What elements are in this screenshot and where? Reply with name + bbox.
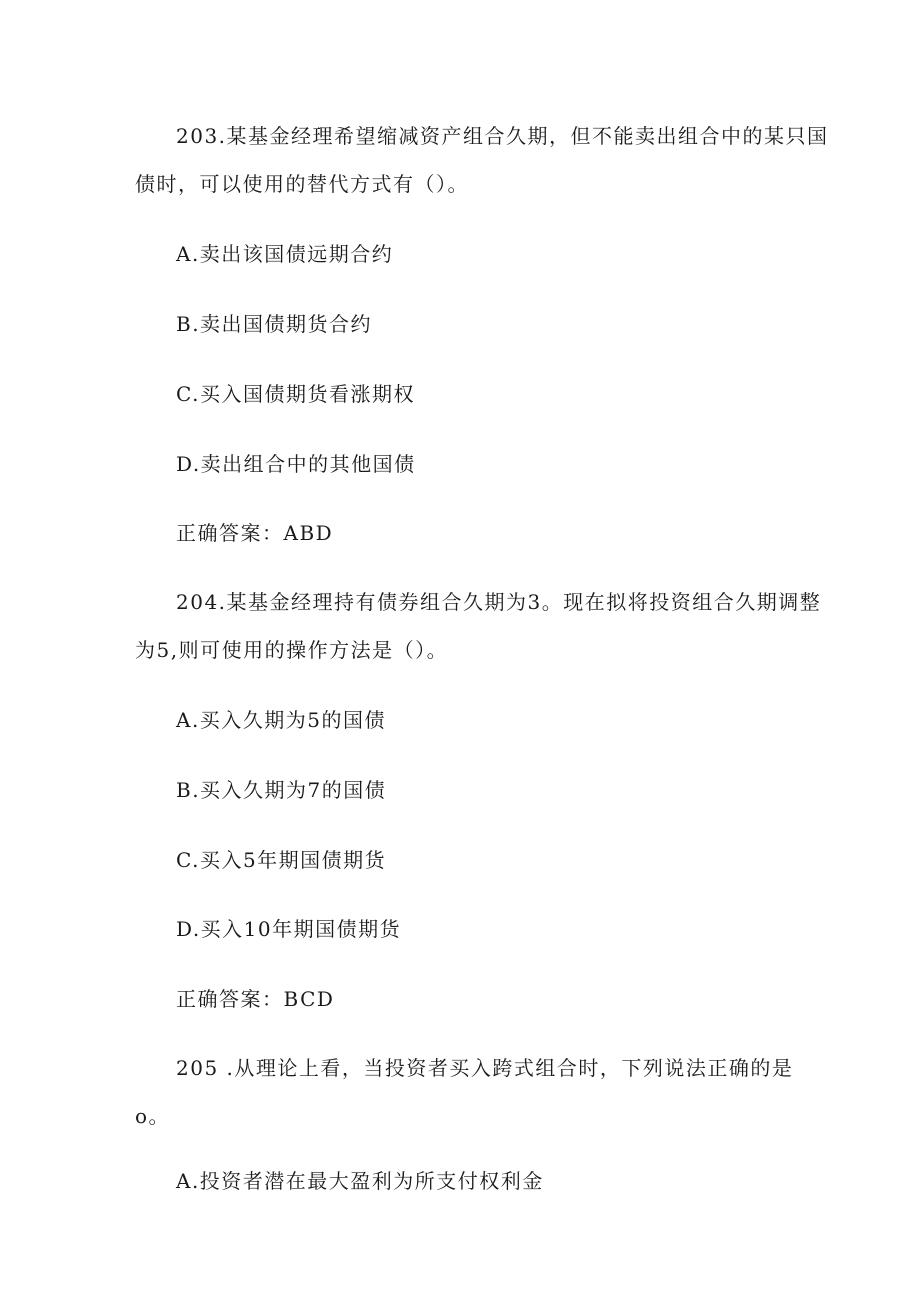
question-203-option-c: C.买入国债期货看涨期权 bbox=[176, 382, 415, 406]
question-203-stem-line-2: 债时，可以使用的替代方式有（）。 bbox=[135, 172, 469, 196]
question-204-option-d: D.买入10年期国债期货 bbox=[176, 917, 402, 941]
question-204-stem-line-2: 为5,则可使用的操作方法是（）。 bbox=[135, 638, 449, 662]
question-205-stem-line-1: 205 .从理论上看，当投资者买入跨式组合时，下列说法正确的是 bbox=[176, 1056, 794, 1080]
question-205-option-a: A.投资者潜在最大盈利为所支付权利金 bbox=[176, 1169, 544, 1193]
question-203-answer: 正确答案：ABD bbox=[176, 521, 334, 545]
question-204-option-b: B.买入久期为7的国债 bbox=[176, 778, 387, 802]
question-204-option-a: A.买入久期为5的国债 bbox=[176, 708, 387, 732]
question-203-option-b: B.卖出国债期货合约 bbox=[176, 312, 373, 336]
question-205-stem-line-2: o。 bbox=[135, 1104, 171, 1128]
question-203-stem-line-1: 203.某基金经理希望缩减资产组合久期，但不能卖出组合中的某只国 bbox=[176, 124, 829, 148]
question-203-option-d: D.卖出组合中的其他国债 bbox=[176, 452, 416, 476]
question-204-stem-line-1: 204.某基金经理持有债券组合久期为3。现在拟将投资组合久期调整 bbox=[176, 590, 822, 614]
question-203-option-a: A.卖出该国债远期合约 bbox=[176, 242, 394, 266]
question-204-answer: 正确答案：BCD bbox=[176, 987, 335, 1011]
question-204-option-c: C.买入5年期国债期货 bbox=[176, 848, 387, 872]
